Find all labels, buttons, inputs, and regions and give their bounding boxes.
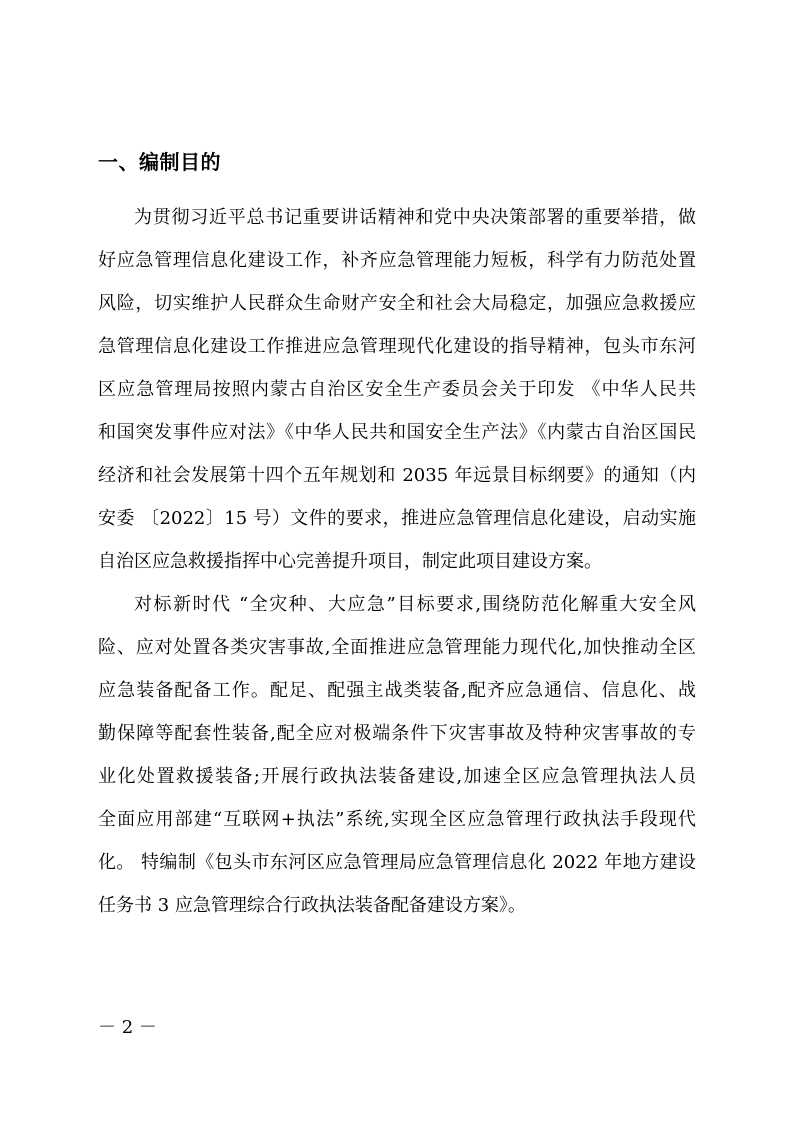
paragraph-2-line: 对标新时代 “全灾种、大应急”目标要求,围绕防范化解重大安全风: [134, 594, 696, 615]
paragraph-1-line: 为贯彻习近平总书记重要讲话精神和党中央决策部署的重要举措，做: [134, 207, 696, 228]
paragraph-1-line: 急管理信息化建设工作推进应急管理现代化建设的指导精神，包头市东河: [98, 336, 696, 357]
paragraph-2-line: 险、应对处置各类灾害事故,全面推进应急管理能力现代化,加快推动全区: [98, 637, 696, 658]
paragraph-1-line: 风险，切实维护人民群众生命财产安全和社会大局稳定，加强应急救援应: [98, 293, 696, 314]
section-heading: 一、编制目的: [98, 150, 221, 174]
page-number: － 2 －: [98, 1017, 157, 1038]
paragraph-2-line: 任务书 3 应急管理综合行政执法装备配备建设方案》。: [98, 895, 526, 916]
paragraph-1-line: 经济和社会发展第十四个五年规划和 2035 年远景目标纲要》的通知（内: [98, 465, 696, 486]
paragraph-2-line: 化。 特编制《包头市东河区应急管理局应急管理信息化 2022 年地方建设: [98, 852, 696, 873]
paragraph-1-line: 自治区应急救援指挥中心完善提升项目，制定此项目建设方案。: [98, 551, 602, 572]
paragraph-1-line: 和国突发事件应对法》《中华人民共和国安全生产法》《内蒙古自治区国民: [98, 422, 696, 443]
paragraph-1-line: 好应急管理信息化建设工作，补齐应急管理能力短板，科学有力防范处置: [98, 250, 696, 271]
paragraph-2-line: 业化处置救援装备;开展行政执法装备建设,加速全区应急管理执法人员: [98, 766, 696, 787]
paragraph-2-line: 勤保障等配套性装备,配全应对极端条件下灾害事故及特种灾害事故的专: [98, 723, 696, 744]
paragraph-2-line: 全面应用部建“互联网+执法”系统,实现全区应急管理行政执法手段现代: [98, 809, 696, 830]
paragraph-1-line: 区应急管理局按照内蒙古自治区安全生产委员会关于印发 《中华人民共: [98, 379, 696, 400]
paragraph-1-line: 安委 〔2022〕15 号）文件的要求，推进应急管理信息化建设，启动实施: [98, 508, 696, 529]
paragraph-2-line: 应急装备配备工作。配足、配强主战类装备,配齐应急通信、信息化、战: [98, 680, 696, 701]
